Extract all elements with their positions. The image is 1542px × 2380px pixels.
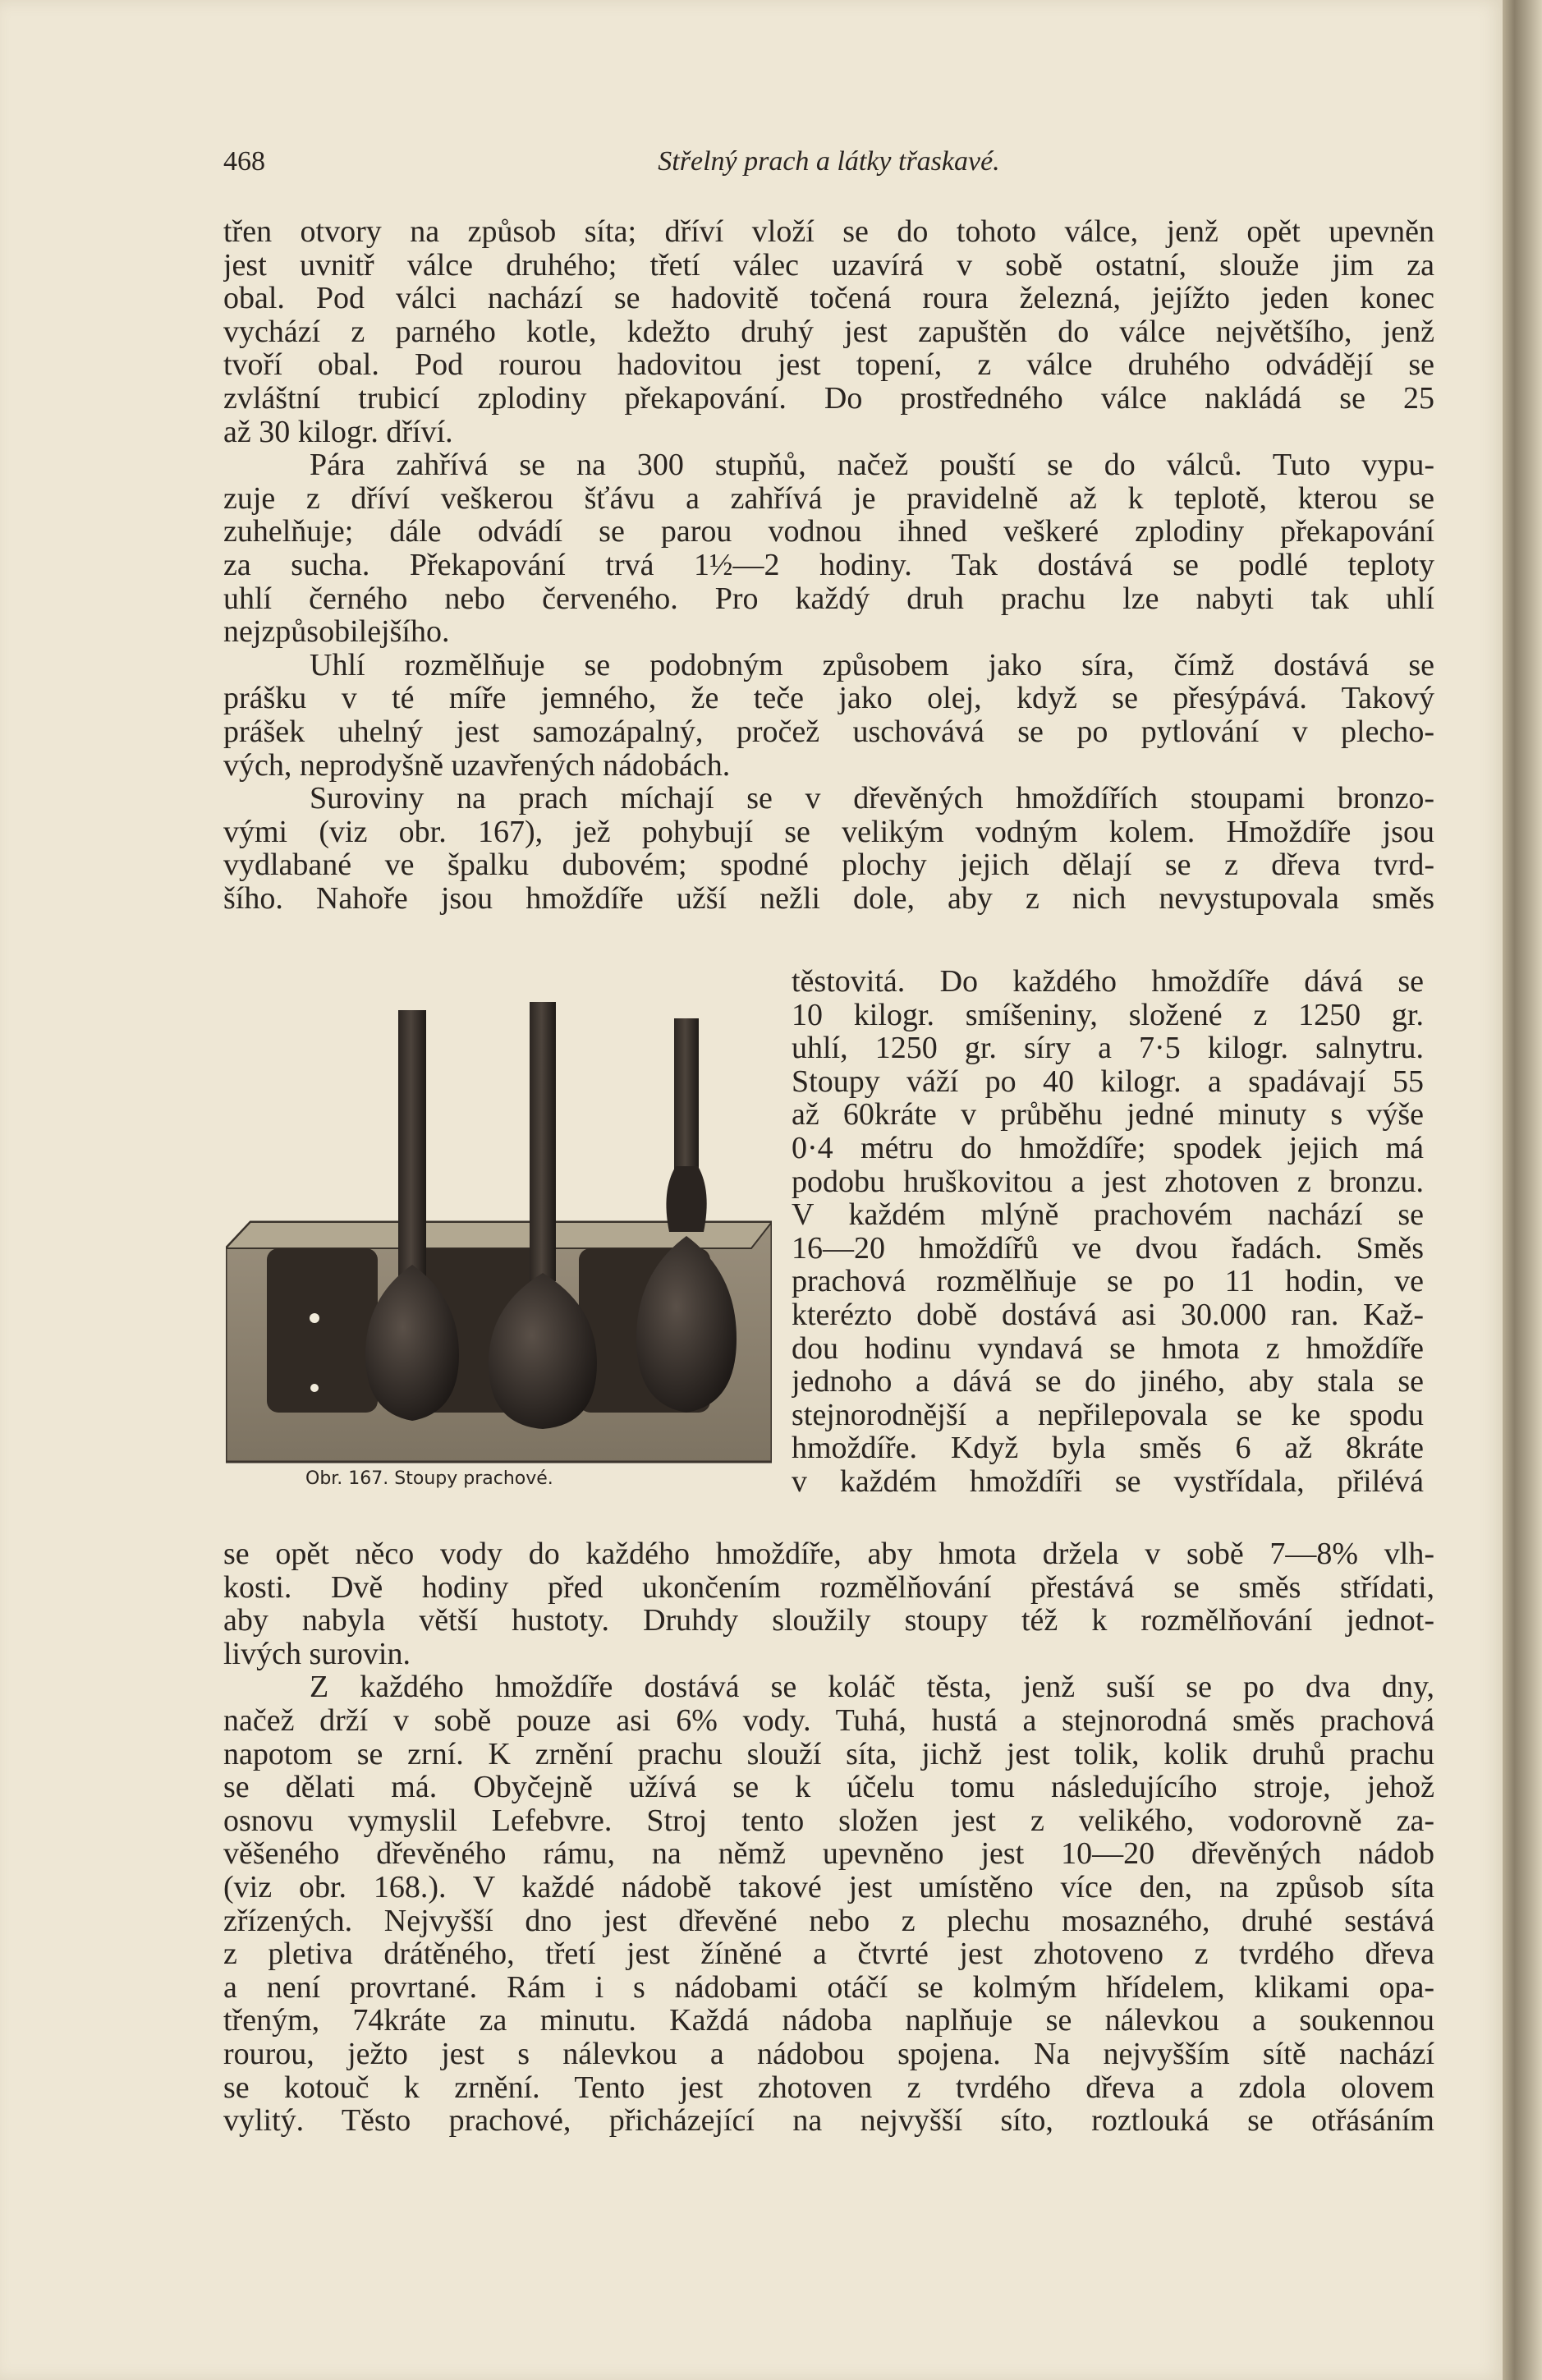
- text-line: věšeného dřevěného rámu, na němž upevněno jest 10—20 dřevěných nádob: [223, 1837, 1434, 1871]
- text-line: Suroviny na prach míchají se v dřevěných hmoždířích stoupami bronzo-: [310, 782, 1434, 816]
- stamp-mill-illustration-icon: [226, 1002, 772, 1480]
- text-line: jednoho a dává se do jiného, aby stala se: [792, 1365, 1424, 1399]
- text-line: z pletiva drátěného, třetí jest žíněné a čtvrté jest zhotoveno z tvrdého dřeva: [223, 1937, 1434, 1971]
- text-line: vylitý. Těsto prachové, přicházející na nejvyšší síto, roztlouká se otřásáním: [223, 2104, 1434, 2138]
- text-line: tvoří obal. Pod rourou hadovitou jest topení, z válce druhého odvádějí se: [223, 348, 1434, 382]
- text-line: Uhlí rozmělňuje se podobným způsobem jako síra, čímž dostává se: [310, 648, 1434, 682]
- text-line: 16—20 hmoždířů ve dvou řadách. Směs: [792, 1231, 1424, 1266]
- text-line: uhlí, 1250 gr. síry a 7·5 kilogr. salnytru.: [792, 1031, 1424, 1065]
- text-line: 10 kilogr. smíšeniny, složené z 1250 gr.: [792, 998, 1424, 1032]
- text-line: (viz obr. 168.). V každé nádobě takové jest umístěno více den, na způsob síta: [223, 1870, 1434, 1904]
- text-block-wrap: [792, 965, 1424, 1499]
- text-line: kterézto době dostává asi 30.000 ran. Kaž-: [792, 1298, 1424, 1332]
- text-line: zuhelňuje; dále odvádí se parou vodnou ihned veškeré zplodiny překapování: [223, 515, 1434, 549]
- text-line: zřízených. Nejvyšší dno jest dřevěné nebo z plechu mosazného, druhé sestává: [223, 1904, 1434, 1938]
- text-line: prachová rozmělňuje se po 11 hodin, ve: [792, 1265, 1424, 1298]
- text-line: nejzpůsobilejšího.: [223, 615, 450, 649]
- text-line: dou hodinu vyndavá se hmota z hmoždíře: [792, 1331, 1424, 1366]
- text-line: kosti. Dvě hodiny před ukončením rozmělňování přestává se směs střídati,: [223, 1570, 1434, 1605]
- text-line: za sucha. Překapování trvá 1½—2 hodiny. Tak dostává se podlé teploty: [223, 548, 1434, 582]
- text-line: třen otvory na způsob síta; dříví vloží se do tohoto válce, jenž opět upevněn: [223, 215, 1434, 249]
- text-line: Stoupy váží po 40 kilogr. a spadávají 55: [792, 1064, 1424, 1099]
- page-number: 468: [223, 146, 265, 177]
- text-line: těstovitá. Do každého hmoždíře dává se: [792, 965, 1424, 999]
- text-line: v každém hmoždíři se vystřídala, přilévá: [792, 1464, 1424, 1499]
- text-line: se kotouč k zrnění. Tento jest zhotoven z tvrdého dřeva a zdola olovem: [223, 2070, 1434, 2105]
- text-line: uhlí černého nebo červeného. Pro každý druh prachu lze nabyti tak uhlí: [223, 581, 1434, 616]
- text-line: prášek uhelný jest samozápalný, pročež uschovává se po pytlování v plecho-: [223, 714, 1434, 749]
- text-line: se dělati má. Obyčejně užívá se k účelu tomu následujícího stroje, jehož: [223, 1771, 1434, 1804]
- text-line: hmoždíře. Když byla směs 6 až 8kráte: [792, 1431, 1424, 1465]
- text-line: načež drží v sobě pouze asi 6% vody. Tuhá, hustá a stejnorodná směs prachová: [223, 1703, 1434, 1738]
- text-line: se opět něco vody do každého hmoždíře, aby hmota držela v sobě 7—8% vlh-: [223, 1537, 1434, 1571]
- text-line: třeným, 74kráte za minutu. Každá nádoba naplňuje se nálevkou a soukennou: [223, 2004, 1434, 2038]
- text-line: vými (viz obr. 167), jež pohybují se velikým vodným kolem. Hmoždíře jsou: [223, 815, 1434, 849]
- text-line: Pára zahřívá se na 300 stupňů, načež pouští se do válců. Tuto vypu-: [310, 448, 1434, 482]
- text-line: V každém mlýně prachovém nachází se: [792, 1198, 1424, 1232]
- text-line: a není provrtané. Rám i s nádobami otáčí se kolmým hřídelem, klikami opa-: [223, 1970, 1434, 2005]
- text-line: šího. Nahoře jsou hmoždíře užší nežli dole, aby z nich nevystupovala směs: [223, 881, 1434, 916]
- text-line: Z každého hmoždíře dostává se koláč těsta, jenž suší se po dva dny,: [310, 1670, 1434, 1704]
- running-title: Střelný prach a látky třaskavé.: [658, 146, 1000, 177]
- text-line: aby nabyla větší hustoty. Druhdy sloužily stoupy též k rozmělňování jednot-: [223, 1604, 1434, 1638]
- text-line: až 60kráte v průběhu jedné minuty s výše: [792, 1098, 1424, 1132]
- text-line: rourou, ježto jest s nálevkou a nádobou spojena. Na nejvyšším sítě nachází: [223, 2037, 1434, 2071]
- text-line: podobu hruškovitou a jest zhotoven z bronzu.: [792, 1165, 1424, 1199]
- text-line: zvláštní trubicí zplodiny překapování. Do prostředného válce nakládá se 25: [223, 381, 1434, 416]
- text-line: obal. Pod válci nachází se hadovitě točená roura železná, jejížto jeden konec: [223, 282, 1434, 315]
- text-line: vých, neprodyšně uzavřených nádobách.: [223, 748, 731, 783]
- text-line: prášku v té míře jemného, že teče jako olej, když se přesýpává. Takový: [223, 682, 1434, 715]
- text-line: zuje z dříví veškerou šťávu a zahřívá je pravidelně až k teplotě, kterou se: [223, 481, 1434, 516]
- text-line: vychází z parného kotle, kdežto druhý jest zapuštěn do válce největšího, jenž: [223, 315, 1434, 349]
- figure-stamp-mill: [226, 1002, 772, 1480]
- text-line: až 30 kilogr. dříví.: [223, 415, 453, 449]
- text-line: osnovu vymyslil Lefebvre. Stroj tento složen jest z velikého, vodorovně za-: [223, 1803, 1434, 1838]
- text-line: 0·4 métru do hmoždíře; spodek jejich má: [792, 1131, 1424, 1165]
- text-line: napotom se zrní. K zrnění prachu slouží síta, jichž jest tolik, kolik druhů prachu: [223, 1737, 1434, 1771]
- text-block-top: [223, 215, 1434, 915]
- text-line: livých surovin.: [223, 1637, 411, 1671]
- figure-caption: Obr. 167. Stoupy prachové.: [305, 1468, 553, 1489]
- text-line: vydlabané ve špalku dubovém; spodné plochy jejich dělají se z dřeva tvrd-: [223, 848, 1434, 882]
- text-block-bottom: [223, 1537, 1434, 2138]
- text-line: jest uvnitř válce druhého; třetí válec uzavírá v sobě ostatní, slouže jim za: [223, 248, 1434, 283]
- page-header: [223, 146, 1434, 187]
- text-line: stejnorodnější a nepřilepovala se ke spodu: [792, 1398, 1424, 1432]
- book-gutter-shadow: [1503, 0, 1542, 2380]
